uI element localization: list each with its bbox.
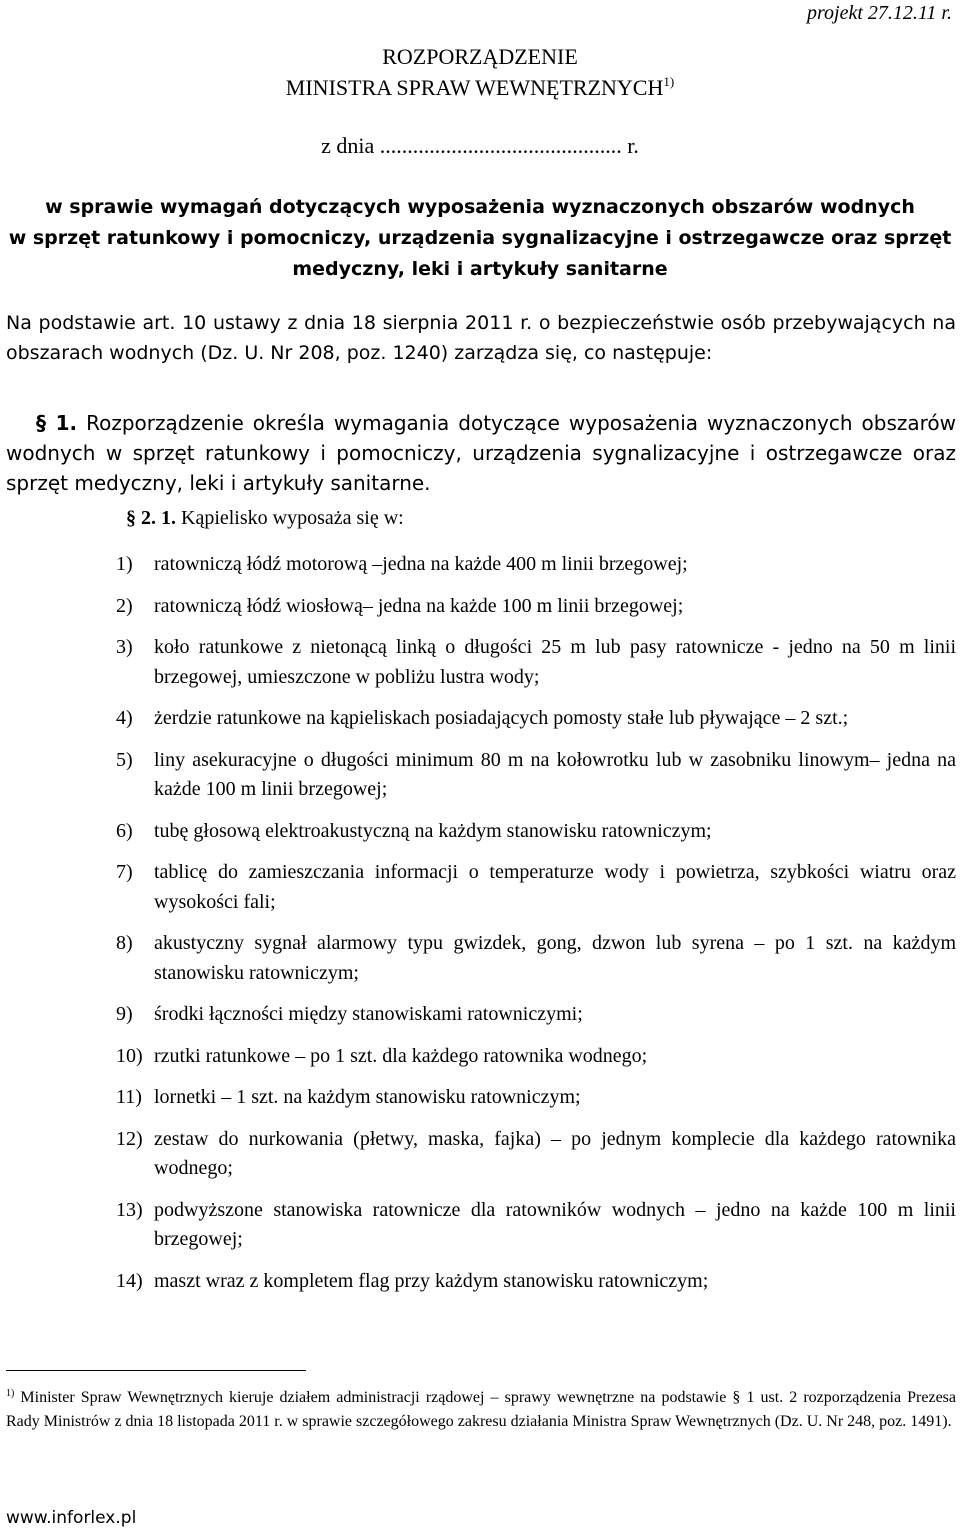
list-item — [116, 817, 956, 847]
website-link[interactable]: www.inforlex.pl — [6, 1508, 137, 1528]
list-item-number: 5) — [116, 748, 133, 771]
list-item-text: koło ratunkowe z nietonącą linką o długości 25 m lub pasy ratownicze - jedno na 50 m linii brzegowej, umieszczone w pobliżu lustra wody; — [154, 636, 956, 688]
list-item-number: 14) — [116, 1269, 143, 1292]
list-item-text: maszt wraz z kompletem flag przy każdym stanowisku ratowniczym; — [154, 1269, 709, 1292]
list-item-text: ratowniczą łódź wiosłową– jedna na każde 100 m linii brzegowej; — [154, 594, 684, 617]
list-item-text: tablicę do zamieszczania informacji o temperaturze wody i powietrza, szybkości wiatru oraz wysokości fali; — [154, 861, 956, 913]
list-item-text: ratowniczą łódź motorową –jedna na każde 400 m linii brzegowej; — [154, 553, 688, 575]
list-item — [116, 1125, 956, 1184]
paragraph-2 — [126, 507, 404, 530]
list-item-number: 7) — [116, 861, 133, 883]
list-item — [116, 592, 956, 622]
list-item-text: liny asekuracyjne o długości minimum 80 m na kołowrotku lub w zasobniku linowym– jedna na każde 100 m linii brzegowej; — [154, 748, 956, 800]
preamble: Na podstawie art. 10 ustawy z dnia 18 sierpnia 2011 r. o bezpieczeństwie osób przebywających na obszarach wodnych (Dz. U. Nr 208, poz. 1240) zarządza się, co następuje: — [6, 312, 956, 364]
list-item-number: 1) — [116, 553, 133, 575]
subject-line-1: w sprawie wymagań dotyczących wyposażenia wyznaczonych obszarów wodnych — [45, 196, 915, 218]
list-item-text: tubę głosową elektroakustyczną na każdym stanowisku ratowniczym; — [154, 819, 712, 842]
footnote-ref: 1) — [6, 1388, 15, 1399]
list-item — [116, 1196, 956, 1255]
list-item-number: 12) — [116, 1127, 143, 1150]
paragraph-1-text: Rozporządzenie określa wymagania dotyczące wyposażenia wyznaczonych obszarów wodnych w sprzęt ratunkowy i pomocniczy, urządzenia sygnalizacyjne i ostrzegawcze oraz sprzęt medyczny, leki i artykuły sanitarne. — [6, 411, 956, 495]
list-item — [116, 858, 956, 917]
list-item — [116, 1000, 956, 1030]
list-item-text: podwyższone stanowiska ratownicze dla ratowników wodnych – jedno na każde 100 m linii brzegowej; — [154, 1198, 956, 1250]
list-item-text: żerdzie ratunkowe na kąpieliskach posiadających pomosty stałe lub pływające – 2 szt.; — [154, 707, 849, 729]
list-item-text: środki łączności między stanowiskami ratowniczymi; — [154, 1003, 583, 1025]
paragraph-2-text: Kąpielisko wyposaża się w: — [181, 507, 404, 529]
list-item-number: 13) — [116, 1198, 143, 1221]
document-title-line1: ROZPORZĄDZENIE — [382, 44, 578, 69]
paragraph-2-marker: § 2. 1. — [126, 507, 176, 529]
list-item-number: 6) — [116, 819, 133, 842]
list-item — [116, 1083, 956, 1113]
project-label: projekt 27.12.11 r. — [807, 2, 952, 24]
paragraph-1 — [6, 408, 956, 498]
document-title-line2 — [0, 74, 960, 101]
list-item-number: 8) — [116, 932, 133, 954]
list-item — [116, 633, 956, 692]
list-item-number: 3) — [116, 636, 133, 658]
list-item-number: 2) — [116, 594, 133, 617]
list-item-number: 4) — [116, 707, 133, 729]
title-footnote-ref: 1) — [663, 74, 675, 89]
list-item — [116, 550, 956, 580]
list-item-text: rzutki ratunkowe – po 1 szt. dla każdego ratownika wodnego; — [154, 1044, 648, 1067]
list-item — [116, 746, 956, 805]
footnote — [6, 1382, 956, 1433]
footnote-separator — [6, 1370, 306, 1371]
list-item-number: 10) — [116, 1044, 143, 1067]
footnote-text: Minister Spraw Wewnętrznych kieruje działem administracji rządowej – sprawy wewnętrzne na podstawie § 1 ust. 2 rozporządzenia Prezesa Rady Ministrów z dnia 18 listopada 2011 r. w sprawie szczegółowego zakresu działania Ministra Spraw Wewnętrznych (Dz. U. Nr 248, poz. 1491). — [6, 1389, 957, 1430]
list-item-text: akustyczny sygnał alarmowy typu gwizdek, gong, dzwon lub syrena – po 1 szt. na każdym stanowisku ratowniczym; — [154, 932, 956, 984]
document-date-line: z dnia ............................................ r. — [321, 133, 639, 158]
list-item-number: 9) — [116, 1003, 133, 1025]
paragraph-1-marker: § 1. — [36, 411, 78, 435]
subject-line-2: w sprzęt ratunkowy i pomocniczy, urządzenia sygnalizacyjne i ostrzegawcze oraz sprzęt — [8, 227, 952, 249]
document-title-authority: MINISTRA SPRAW WEWNĘTRZNYCH — [285, 75, 664, 100]
subject-line-3: medyczny, leki i artykuły sanitarne — [292, 258, 668, 280]
list-item-number: 11) — [116, 1086, 142, 1108]
list-item — [116, 704, 956, 734]
equipment-list — [116, 550, 956, 1308]
list-item-text: zestaw do nurkowania (płetwy, maska, fajka) – po jednym komplecie dla każdego ratownika wodnego; — [154, 1127, 956, 1179]
list-item — [116, 1042, 956, 1072]
list-item — [116, 929, 956, 988]
document-subject — [0, 192, 960, 285]
list-item-text: lornetki – 1 szt. na każdym stanowisku ratowniczym; — [154, 1086, 581, 1108]
list-item — [116, 1267, 956, 1297]
